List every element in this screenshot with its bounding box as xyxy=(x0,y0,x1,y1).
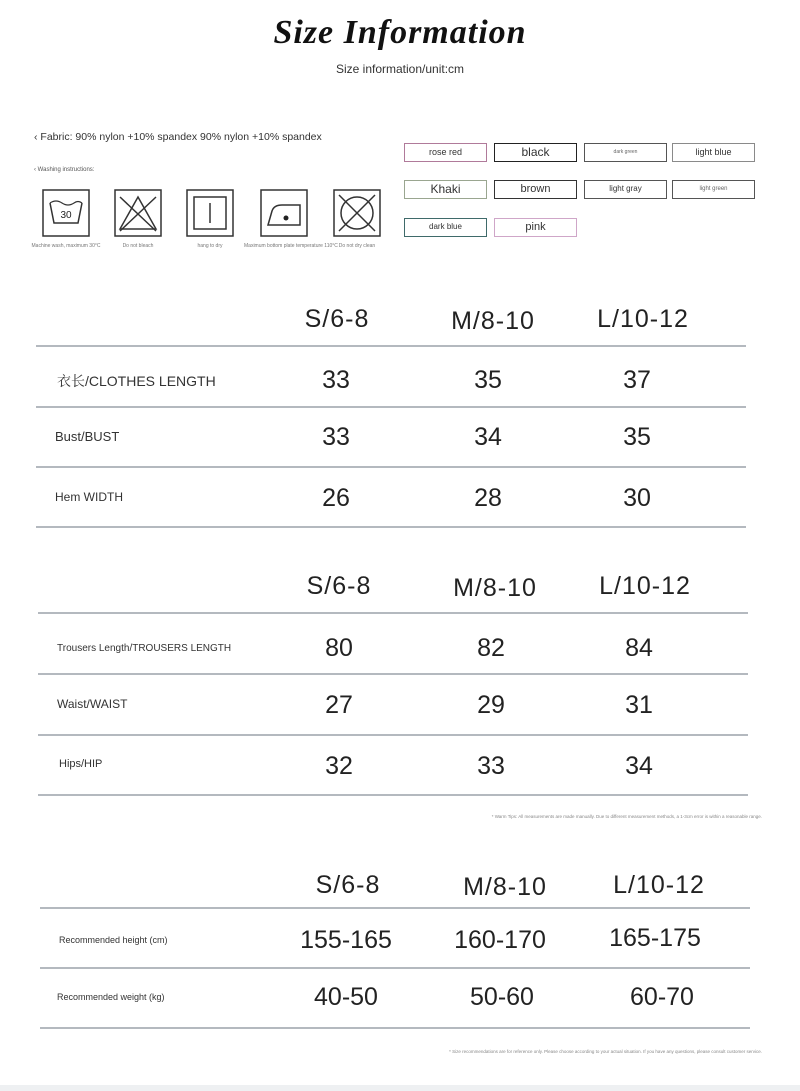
row-label: Recommended height (cm) xyxy=(59,935,168,945)
wash-30-icon xyxy=(42,189,90,237)
page-subtitle: Size information/unit:cm xyxy=(335,62,465,76)
care-label: Maximum bottom plate temperature 110°C xyxy=(244,243,338,249)
value-cell: 34 xyxy=(625,752,653,780)
fabric-composition: ‹ Fabric: 90% nylon +10% spandex 90% nylon +10% spandex xyxy=(34,131,322,143)
page-title: Size Information xyxy=(273,14,527,51)
size-header-s: S/6-8 xyxy=(306,572,372,600)
color-chip-brown[interactable]: brown xyxy=(494,180,577,199)
row-label: Hem WIDTH xyxy=(55,490,123,504)
value-cell: 40-50 xyxy=(314,983,378,1011)
recommendation-tip: * Size recommendations are for reference only. Please choose according to your actual situation. If you have any questions, please consult customer service. xyxy=(449,1049,762,1054)
value-cell: 29 xyxy=(477,691,505,719)
value-cell: 60-70 xyxy=(630,983,694,1011)
value-cell: 37 xyxy=(623,366,651,394)
size-header-m: M/8-10 xyxy=(463,873,547,901)
color-chip-rose-red[interactable]: rose red xyxy=(404,143,487,162)
size-header-l: L/10-12 xyxy=(613,871,705,899)
value-cell: 33 xyxy=(322,423,350,451)
color-chip-light-gray[interactable]: light gray xyxy=(584,180,667,199)
divider xyxy=(36,466,746,468)
size-header-s: S/6-8 xyxy=(304,305,370,333)
divider xyxy=(40,907,750,909)
value-cell: 34 xyxy=(474,423,502,451)
care-label: Do not bleach xyxy=(122,243,154,249)
divider xyxy=(38,673,748,675)
care-label: Machine wash, maximum 30°C xyxy=(31,243,101,249)
value-cell: 35 xyxy=(623,423,651,451)
divider xyxy=(36,406,746,408)
value-cell: 30 xyxy=(623,484,651,512)
care-label: hang to dry xyxy=(197,243,223,249)
divider xyxy=(40,967,750,969)
color-chip-dark-green[interactable]: dark green xyxy=(584,143,667,162)
row-label: 衣长/CLOTHES LENGTH xyxy=(57,373,216,389)
row-label: Bust/BUST xyxy=(55,429,120,444)
value-cell: 84 xyxy=(625,634,653,662)
iron-low-icon xyxy=(260,189,308,237)
value-cell: 35 xyxy=(474,366,502,394)
care-label: Do not dry clean xyxy=(338,243,376,249)
color-chip-dark-blue[interactable]: dark blue xyxy=(404,218,487,237)
size-header-m: M/8-10 xyxy=(451,307,535,335)
color-chip-light-green[interactable]: light green xyxy=(672,180,755,199)
divider xyxy=(38,734,748,736)
row-label: Trousers Length/TROUSERS LENGTH xyxy=(57,643,232,654)
footer-band xyxy=(0,1085,800,1091)
size-header-l: L/10-12 xyxy=(599,572,691,600)
divider xyxy=(40,1027,750,1029)
value-cell: 160-170 xyxy=(454,926,546,954)
size-header-m: M/8-10 xyxy=(453,574,537,602)
value-cell: 82 xyxy=(477,634,505,662)
divider xyxy=(36,526,746,528)
value-cell: 28 xyxy=(474,484,502,512)
divider xyxy=(38,794,748,796)
hang-to-dry-icon xyxy=(186,189,234,237)
washing-instructions-label: ‹ Washing instructions: xyxy=(34,167,95,173)
color-chip-light-blue[interactable]: light blue xyxy=(672,143,755,162)
value-cell: 165-175 xyxy=(609,924,701,952)
value-cell: 80 xyxy=(325,634,353,662)
value-cell: 155-165 xyxy=(300,926,392,954)
size-header-s: S/6-8 xyxy=(315,871,381,899)
row-label: Recommended weight (kg) xyxy=(57,992,165,1002)
size-header-l: L/10-12 xyxy=(597,305,689,333)
row-label: Waist/WAIST xyxy=(57,697,128,711)
do-not-bleach-icon xyxy=(114,189,162,237)
measurement-tip: * Warm Tips: All measurements are made manually. Due to different measurement methods, a 1-3cm error is within a reasonable range. xyxy=(491,814,762,819)
value-cell: 33 xyxy=(477,752,505,780)
color-chip-pink[interactable]: pink xyxy=(494,218,577,237)
divider xyxy=(38,612,748,614)
do-not-tumble-dry-icon xyxy=(333,189,381,237)
wash-temperature: 30 xyxy=(60,210,72,221)
color-chip-khaki[interactable]: Khaki xyxy=(404,180,487,199)
divider xyxy=(36,345,746,347)
value-cell: 31 xyxy=(625,691,653,719)
value-cell: 26 xyxy=(322,484,350,512)
value-cell: 27 xyxy=(325,691,353,719)
value-cell: 32 xyxy=(325,752,353,780)
value-cell: 50-60 xyxy=(470,983,534,1011)
value-cell: 33 xyxy=(322,366,350,394)
row-label: Hips/HIP xyxy=(59,758,103,770)
color-chip-black[interactable]: black xyxy=(494,143,577,162)
